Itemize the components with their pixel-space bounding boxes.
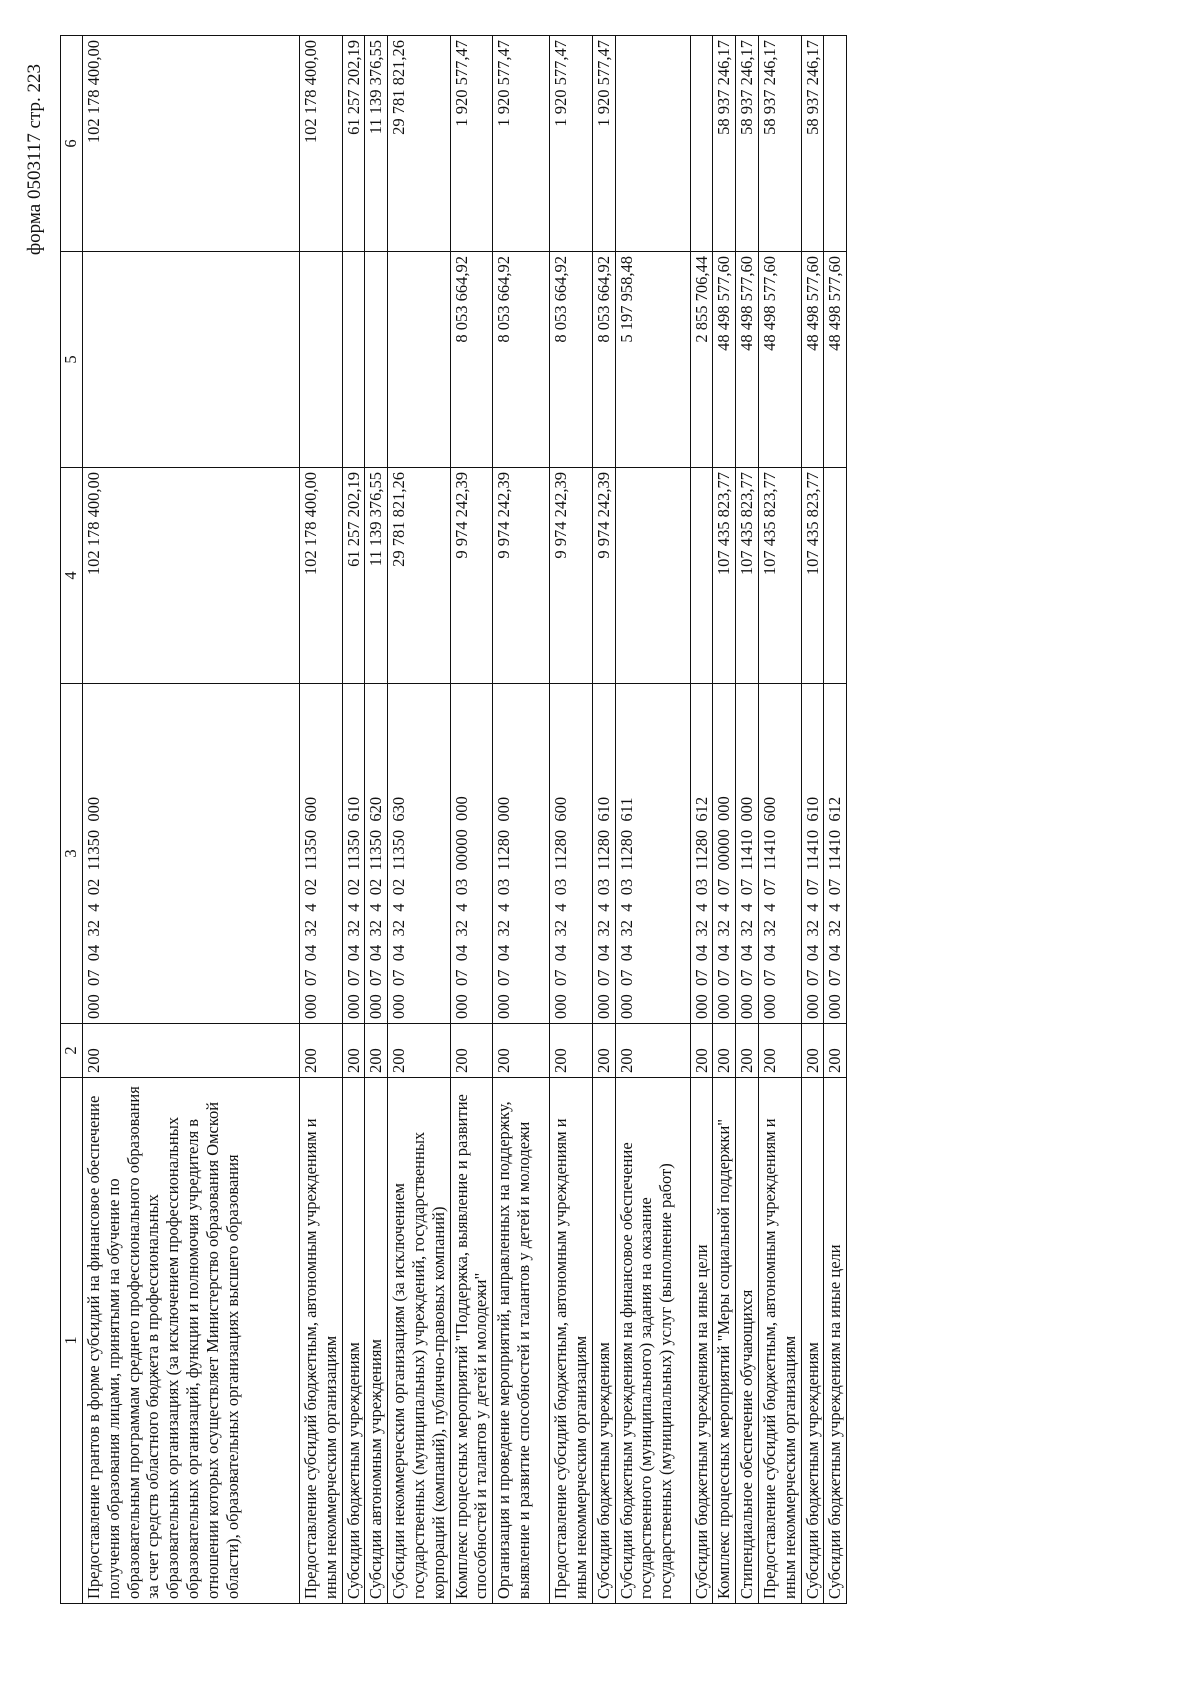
budget-classification-code: 000 07 04 32 4 03 00000 000 — [450, 684, 493, 1024]
budget-classification-code: 000 07 04 32 4 07 00000 000 — [713, 684, 736, 1024]
table-row — [713, 36, 736, 1604]
approved-amount: 29 781 821,26 — [388, 468, 450, 684]
row-name: Комплекс процессных мероприятий "Поддержка, выявление и развитие способностей и талантов у детей и молодежи" — [450, 1078, 493, 1604]
row-name: Предоставление субсидий бюджетным, автономным учреждениям и иным некоммерческим организациям — [300, 1078, 343, 1604]
executed-amount: 48 498 577,60 — [713, 252, 736, 468]
row-name: Субсидии бюджетным учреждениям на иные цели — [690, 1078, 713, 1604]
budget-classification-code: 000 07 04 32 4 03 11280 000 — [493, 684, 550, 1024]
budget-classification-code: 000 07 04 32 4 03 11280 600 — [550, 684, 593, 1024]
executed-amount: 2 855 706,44 — [690, 252, 713, 468]
unexecuted-amount: 61 257 202,19 — [342, 36, 365, 252]
table-row — [758, 36, 801, 1604]
row-name: Субсидии автономным учреждениям — [365, 1078, 388, 1604]
line-code: 200 — [365, 1024, 388, 1078]
executed-amount: 48 498 577,60 — [758, 252, 801, 468]
table-row — [736, 36, 759, 1604]
row-name: Субсидии бюджетным учреждениям на иные цели — [824, 1078, 847, 1604]
table-row — [801, 36, 824, 1604]
budget-classification-code: 000 07 04 32 4 07 11410 600 — [758, 684, 801, 1024]
budget-classification-code: 000 07 04 32 4 07 11410 612 — [824, 684, 847, 1024]
table-row — [388, 36, 450, 1604]
unexecuted-amount: 1 920 577,47 — [592, 36, 615, 252]
line-code: 200 — [615, 1024, 690, 1078]
row-name: Субсидии бюджетным учреждениям — [801, 1078, 824, 1604]
executed-amount: 5 197 958,48 — [615, 252, 690, 468]
row-name: Субсидии бюджетным учреждениям — [592, 1078, 615, 1604]
line-code: 200 — [824, 1024, 847, 1078]
budget-classification-code: 000 07 04 32 4 03 11280 612 — [690, 684, 713, 1024]
line-code: 200 — [450, 1024, 493, 1078]
column-header: 2 — [61, 1024, 83, 1078]
line-code: 200 — [493, 1024, 550, 1078]
table-row — [493, 36, 550, 1604]
unexecuted-amount: 29 781 821,26 — [388, 36, 450, 252]
approved-amount: 11 139 376,55 — [365, 468, 388, 684]
budget-classification-code: 000 07 04 32 4 02 11350 600 — [300, 684, 343, 1024]
budget-classification-code: 000 07 04 32 4 07 11410 000 — [736, 684, 759, 1024]
approved-amount: 107 435 823,77 — [713, 468, 736, 684]
unexecuted-amount: 11 139 376,55 — [365, 36, 388, 252]
executed-amount: 48 498 577,60 — [736, 252, 759, 468]
unexecuted-amount — [690, 36, 713, 252]
approved-amount — [690, 468, 713, 684]
executed-amount: 8 053 664,92 — [450, 252, 493, 468]
unexecuted-amount: 102 178 400,00 — [300, 36, 343, 252]
approved-amount — [824, 468, 847, 684]
budget-classification-code: 000 07 04 32 4 02 11350 630 — [388, 684, 450, 1024]
table-row — [342, 36, 365, 1604]
budget-classification-code: 000 07 04 32 4 02 11350 610 — [342, 684, 365, 1024]
table-row — [690, 36, 713, 1604]
table-row — [450, 36, 493, 1604]
executed-amount: 8 053 664,92 — [493, 252, 550, 468]
executed-amount — [342, 252, 365, 468]
line-code: 200 — [342, 1024, 365, 1078]
table-row — [300, 36, 343, 1604]
row-name: Субсидии бюджетным учреждениям — [342, 1078, 365, 1604]
line-code: 200 — [83, 1024, 300, 1078]
executed-amount: 48 498 577,60 — [801, 252, 824, 468]
row-name: Стипендиальное обеспечение обучающихся — [736, 1078, 759, 1604]
unexecuted-amount: 58 937 246,17 — [736, 36, 759, 252]
line-code: 200 — [801, 1024, 824, 1078]
column-number-row — [61, 36, 83, 1604]
line-code: 200 — [592, 1024, 615, 1078]
budget-classification-code: 000 07 04 32 4 07 11410 610 — [801, 684, 824, 1024]
budget-classification-code: 000 07 04 32 4 03 11280 611 — [615, 684, 690, 1024]
approved-amount: 107 435 823,77 — [758, 468, 801, 684]
approved-amount: 9 974 242,39 — [550, 468, 593, 684]
unexecuted-amount: 102 178 400,00 — [83, 36, 300, 252]
unexecuted-amount: 58 937 246,17 — [758, 36, 801, 252]
table-row — [824, 36, 847, 1604]
row-name: Комплекс процессных мероприятий "Меры социальной поддержки" — [713, 1078, 736, 1604]
approved-amount: 9 974 242,39 — [450, 468, 493, 684]
budget-classification-code: 000 07 04 32 4 02 11350 620 — [365, 684, 388, 1024]
line-code: 200 — [388, 1024, 450, 1078]
row-name: Предоставление грантов в форме субсидий на финансовое обеспечение получения образования лицами, принятыми на обучение по образовательным программам среднего профессионального образования за счет средств областного бюджета в профессиональных образовательных организациях (за исключением профессиональных образовательных организаций, функции и полномочия учредителя в отношении которых осуществляет Министерство образования Омской области), образовательных организациях высшего образования — [83, 1078, 300, 1604]
approved-amount: 102 178 400,00 — [83, 468, 300, 684]
line-code: 200 — [736, 1024, 759, 1078]
approved-amount: 9 974 242,39 — [592, 468, 615, 684]
column-header: 3 — [61, 684, 83, 1024]
unexecuted-amount: 58 937 246,17 — [713, 36, 736, 252]
approved-amount: 9 974 242,39 — [493, 468, 550, 684]
executed-amount: 48 498 577,60 — [824, 252, 847, 468]
row-name: Субсидии некоммерческим организациям (за исключением государственных (муниципальных) учреждений, государственных корпораций (компаний), публично-правовых компаний) — [388, 1078, 450, 1604]
approved-amount: 102 178 400,00 — [300, 468, 343, 684]
table-row — [615, 36, 690, 1604]
unexecuted-amount: 1 920 577,47 — [550, 36, 593, 252]
executed-amount — [300, 252, 343, 468]
executed-amount: 8 053 664,92 — [550, 252, 593, 468]
table-row — [592, 36, 615, 1604]
column-header: 6 — [61, 36, 83, 252]
table-row — [83, 36, 300, 1604]
executed-amount: 8 053 664,92 — [592, 252, 615, 468]
executed-amount — [388, 252, 450, 468]
unexecuted-amount: 1 920 577,47 — [450, 36, 493, 252]
row-name: Организация и проведение мероприятий, направленных на поддержку, выявление и развитие способностей и талантов у детей и молодежи — [493, 1078, 550, 1604]
line-code: 200 — [758, 1024, 801, 1078]
column-header: 4 — [61, 468, 83, 684]
approved-amount: 107 435 823,77 — [736, 468, 759, 684]
row-name: Субсидии бюджетным учреждениям на финансовое обеспечение государственного (муниципального) задания на оказание государственных (муниципальных) услуг (выполнение работ) — [615, 1078, 690, 1604]
unexecuted-amount — [824, 36, 847, 252]
approved-amount: 61 257 202,19 — [342, 468, 365, 684]
unexecuted-amount: 58 937 246,17 — [801, 36, 824, 252]
row-name: Предоставление субсидий бюджетным, автономным учреждениям и иным некоммерческим организациям — [758, 1078, 801, 1604]
table-row — [550, 36, 593, 1604]
approved-amount: 107 435 823,77 — [801, 468, 824, 684]
executed-amount — [365, 252, 388, 468]
table-row — [365, 36, 388, 1604]
unexecuted-amount: 1 920 577,47 — [493, 36, 550, 252]
budget-classification-code: 000 07 04 32 4 02 11350 000 — [83, 684, 300, 1024]
column-header: 5 — [61, 252, 83, 468]
budget-classification-code: 000 07 04 32 4 03 11280 610 — [592, 684, 615, 1024]
line-code: 200 — [690, 1024, 713, 1078]
row-name: Предоставление субсидий бюджетным, автономным учреждениям и иным некоммерческим организациям — [550, 1078, 593, 1604]
line-code: 200 — [550, 1024, 593, 1078]
form-reference: форма 0503117 стр. 223 — [24, 64, 45, 256]
budget-execution-table — [60, 35, 847, 1604]
unexecuted-amount — [615, 36, 690, 252]
line-code: 200 — [713, 1024, 736, 1078]
line-code: 200 — [300, 1024, 343, 1078]
column-header: 1 — [61, 1078, 83, 1604]
approved-amount — [615, 468, 690, 684]
executed-amount — [83, 252, 300, 468]
